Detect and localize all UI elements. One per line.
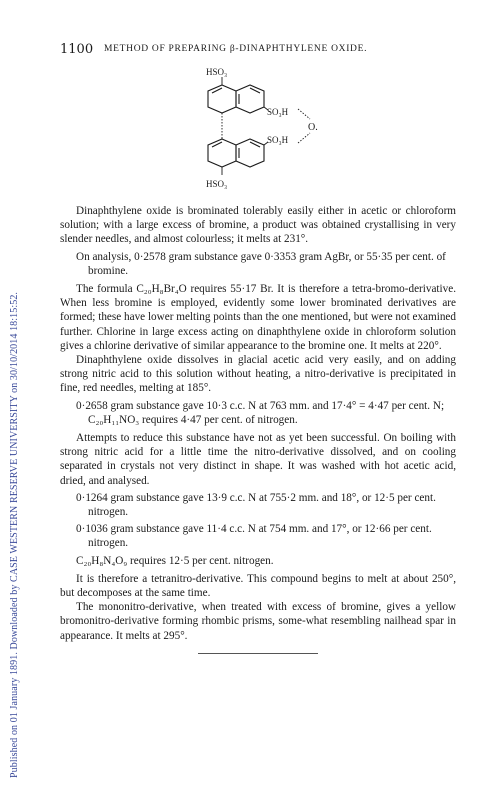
page-header [60,42,460,58]
ring-connecting-bonds [222,77,310,175]
structural-formula-diagram [150,63,350,195]
paragraph-tetrabromo: The formula C₂₀H₈Br₄O requires 55·17 Br. It is therefore a tetra-bromo-derivative. When less bromine is employed, evidently some lower brominated derivatives are formed; these have lower melting points than the one mentioned, but were not examined further. Chlorine in large excess acting on dinaphthylene oxide in chloroform solution gives a chlorine derivative of similar appearance to the bromine one. It melts at 220°. [60,283,456,352]
upper-naphthalene-rings [208,85,264,113]
paragraph-bromonitro: The mononitro-derivative, when treated with excess of bromine, gives a yellow bromonitro-derivative forming rhombic prisms, some-what resembling nailhead spar in appearance. It melts at 295°. [60,601,456,642]
closing-rule [198,653,318,654]
page-number: 1100 [60,42,94,57]
label-top-hso3: HSO₃ [206,67,228,77]
paragraph-bromination: Dinaphthylene oxide is brominated tolerably easily either in acetic or chloroform solution; with a large excess of bromine, a product was obtained crystallising in very slender needles, and almost colourless; it melts at 231°. [60,205,456,246]
label-upper-so3h: SO₃H [267,107,289,117]
paragraph-nitration: Dinaphthylene oxide dissolves in glacial acetic acid very easily, and on adding strong nitric acid to this solution without heating, a nitro-derivative is precipitated in fine, red needles, melting at 185°. [60,354,456,395]
label-bottom-hso3: HSO₃ [206,179,228,189]
formula-tetranitro: C₂₀H₈N₄O₉ requires 12·5 per cent. nitrogen. [76,554,274,567]
running-title: METHOD OF PREPARING β-DINAPHTHYLENE OXIDE. [104,44,368,54]
analysis-nitrogen-1: 0·1264 gram substance gave 13·9 c.c. N at 755·2 mm. and 18°, or 12·5 per cent. nitrogen. [76,491,436,519]
lower-naphthalene-rings [208,139,264,167]
analysis-bromine: On analysis, 0·2578 gram substance gave 0·3353 gram AgBr, or 55·35 per cent. of bromine. [76,250,446,277]
label-lower-so3h: SO₃H [267,135,289,145]
article-body [60,204,456,654]
label-oxygen: O. [308,122,318,133]
analysis-nitrogen-2: 0·1036 gram substance gave 11·4 c.c. N at 754 mm. and 17°, or 12·66 per cent. nitrogen. [76,523,432,550]
paragraph-reduction-attempts: Attempts to reduce this substance have not as yet been successful. On boiling with strong nitric acid for a little time the nitro-derivative dissolved, and on cooling separated in crystals not very distinct in shape. It was washed with hot acetic acid, dried, and analysed. [60,432,456,487]
paragraph-tetranitro: It is therefore a tetranitro-derivative. This compound begins to melt at about 250°, but decomposes at the same time. [60,572,456,600]
download-notice-sidebar [2,6,20,786]
analysis-nitrogen-mononitro: 0·2658 gram substance gave 10·3 c.c. N at 763 mm. and 17·4° = 4·47 per cent. N; C₂₀H₁₁NO₃ requires 4·47 per cent. of nitrogen. [76,399,445,426]
download-notice-text: Published on 01 January 1891. Downloaded by CASE WESTERN RESERVE UNIVERSITY on 30/10/2014 18:15:52. [9,291,20,778]
